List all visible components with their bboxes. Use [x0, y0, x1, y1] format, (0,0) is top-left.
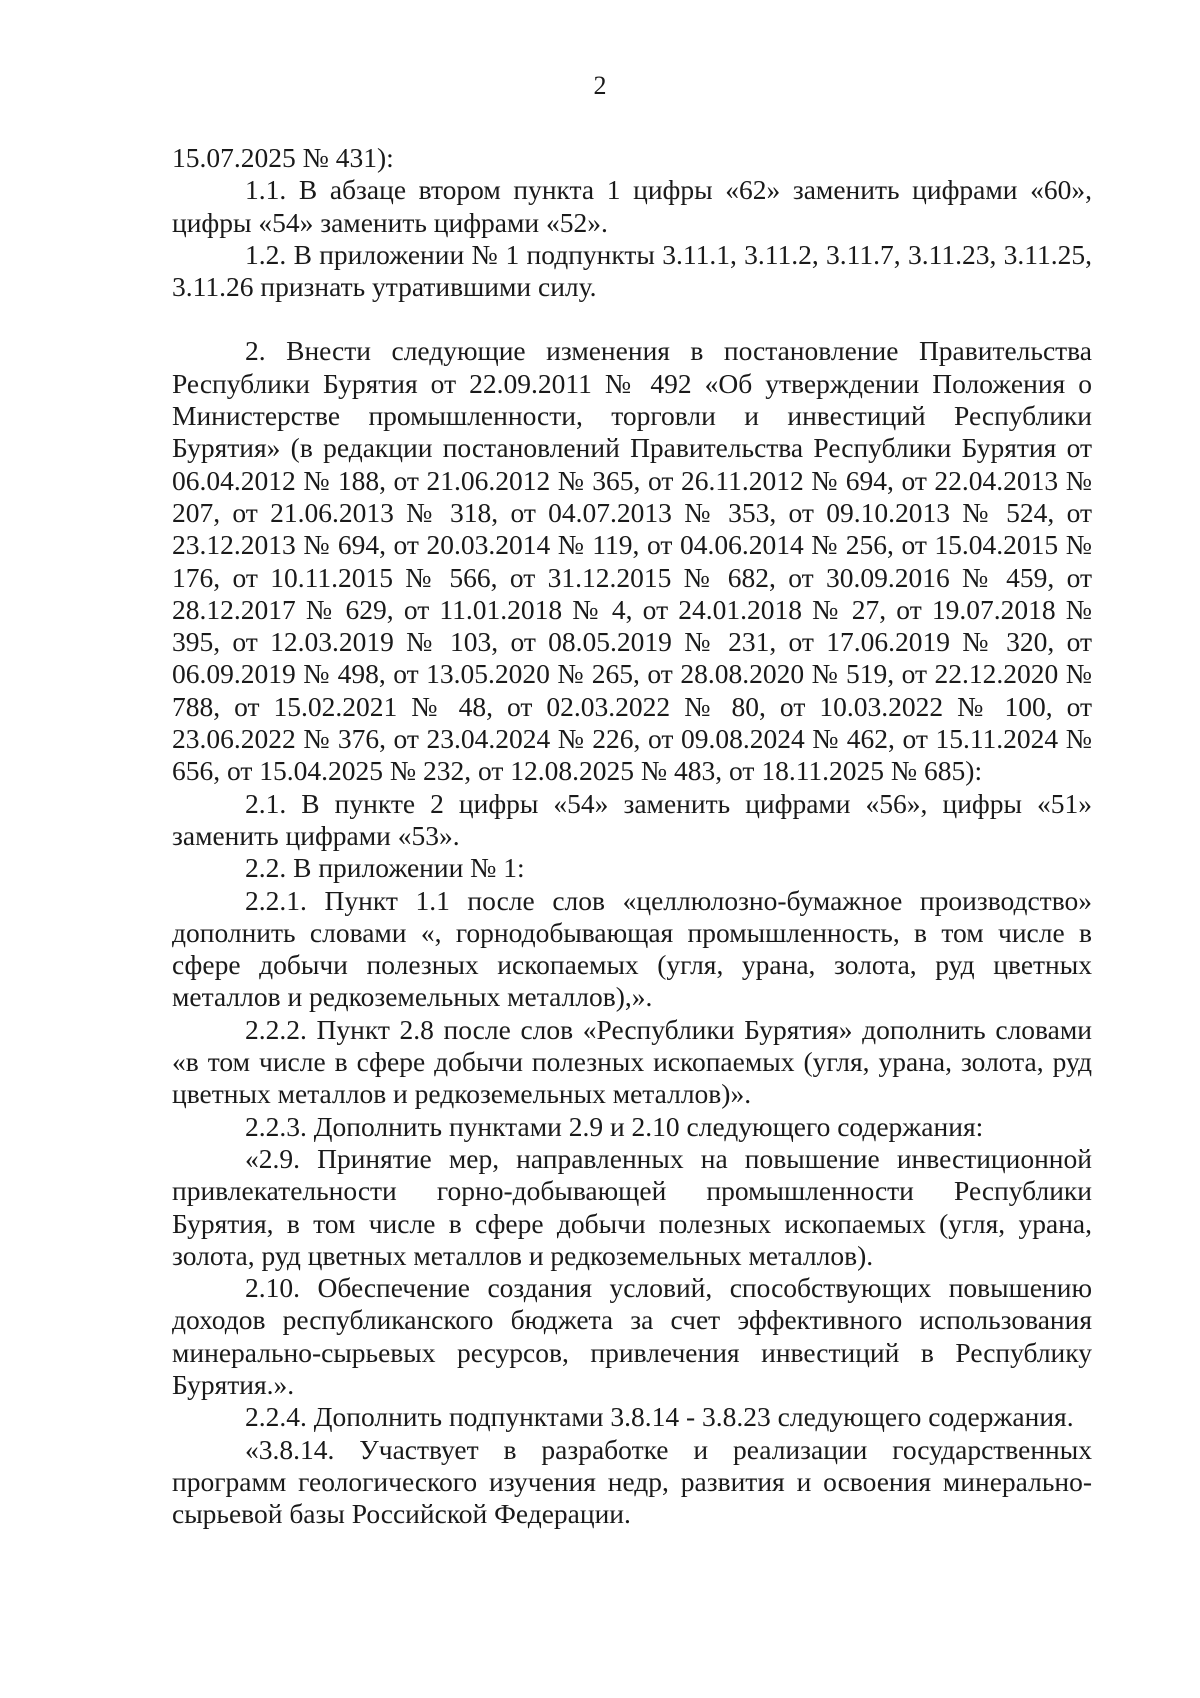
- paragraph-2-2-2: 2.2.2. Пункт 2.8 после слов «Республики Бурятия» дополнить словами «в том числе в сфере добычи полезных ископаемых (угля, урана, золота, руд цветных металлов и редкоземельных металлов)».: [172, 1013, 1092, 1110]
- paragraph-1-2: 1.2. В приложении № 1 подпункты 3.11.1, 3.11.2, 3.11.7, 3.11.23, 3.11.25, 3.11.26 признать утратившими силу.: [172, 238, 1092, 303]
- paragraph-2-2: 2.2. В приложении № 1:: [245, 852, 525, 884]
- paragraph-2-2-1: 2.2.1. Пункт 1.1 после слов «целлюлозно-бумажное производство» дополнить словами «, горнодобывающая промышленность, в том числе в сфере добычи полезных ископаемых (угля, урана, золота, руд цветных металлов и редкоземельных металлов),».: [172, 884, 1092, 1013]
- paragraph-2-10: 2.10. Обеспечение создания условий, способствующих повышению доходов республиканского бюджета за счет эффективного использования минерально-сырьевых ресурсов, привлечения инвестиций в Республику Бурятия.».: [172, 1272, 1092, 1400]
- paragraph-2-9: «2.9. Принятие мер, направленных на повышение инвестиционной привлекательности горно-добывающей промышленности Республики Бурятия, в том числе в сфере добычи полезных ископаемых (угля, урана, золота, руд цветных металлов и редкоземельных металлов).: [172, 1142, 1092, 1271]
- paragraph-2: 2. Внести следующие изменения в постановление Правительства Республики Бурятия от 22.09.2011 № 492 «Об утверждении Положения о Министерстве промышленности, торговли и инвестиций Республики Бурятия» (в редакции постановлений Правительства Республики Бурятия от 06.04.2012 № 188, от 21.06.2012 № 365, от 26.11.2012 № 694, от 22.04.2013 № 207, от 21.06.2013 № 318, от 04.07.2013 № 353, от 09.10.2013 № 524, от 23.12.2013 № 694, от 20.03.2014 № 119, от 04.06.2014 № 256, от 15.04.2015 № 176, от 10.11.2015 № 566, от 31.12.2015 № 682, от 30.09.2016 № 459, от 28.12.2017 № 629, от 11.01.2018 № 4, от 24.01.2018 № 27, от 19.07.2018 № 395, от 12.03.2019 № 103, от 08.05.2019 № 231, от 17.06.2019 № 320, от 06.09.2019 № 498, от 13.05.2020 № 265, от 28.08.2020 № 519, от 22.12.2020 № 788, от 15.02.2021 № 48, от 02.03.2022 № 80, от 10.03.2022 № 100, от 23.06.2022 № 376, от 23.04.2024 № 226, от 09.08.2024 № 462, от 15.11.2024 № 656, от 15.04.2025 № 232, от 12.08.2025 № 483, от 18.11.2025 № 685):: [172, 335, 1092, 787]
- paragraph-2-2-4: 2.2.4. Дополнить подпунктами 3.8.14 - 3.8.23 следующего содержания.: [245, 1401, 1074, 1433]
- page-number: 2: [593, 71, 607, 100]
- paragraph-2-1: 2.1. В пункте 2 цифры «54» заменить цифрами «56», цифры «51» заменить цифрами «53».: [172, 787, 1092, 851]
- paragraph-continuation: 15.07.2025 № 431):: [172, 142, 394, 173]
- paragraph-spacer: [172, 303, 1092, 335]
- paragraph-1-1: 1.1. В абзаце втором пункта 1 цифры «62» заменить цифрами «60», цифры «54» заменить цифрами «52».: [172, 174, 1092, 238]
- paragraph-2-2-3: 2.2.3. Дополнить пунктами 2.9 и 2.10 следующего содержания:: [245, 1110, 984, 1142]
- paragraph-3-8-14: «3.8.14. Участвует в разработке и реализации государственных программ геологического изучения недр, развития и освоения минерально-сырьевой базы Российской Федерации.: [172, 1433, 1092, 1530]
- document-body: [172, 142, 1092, 1530]
